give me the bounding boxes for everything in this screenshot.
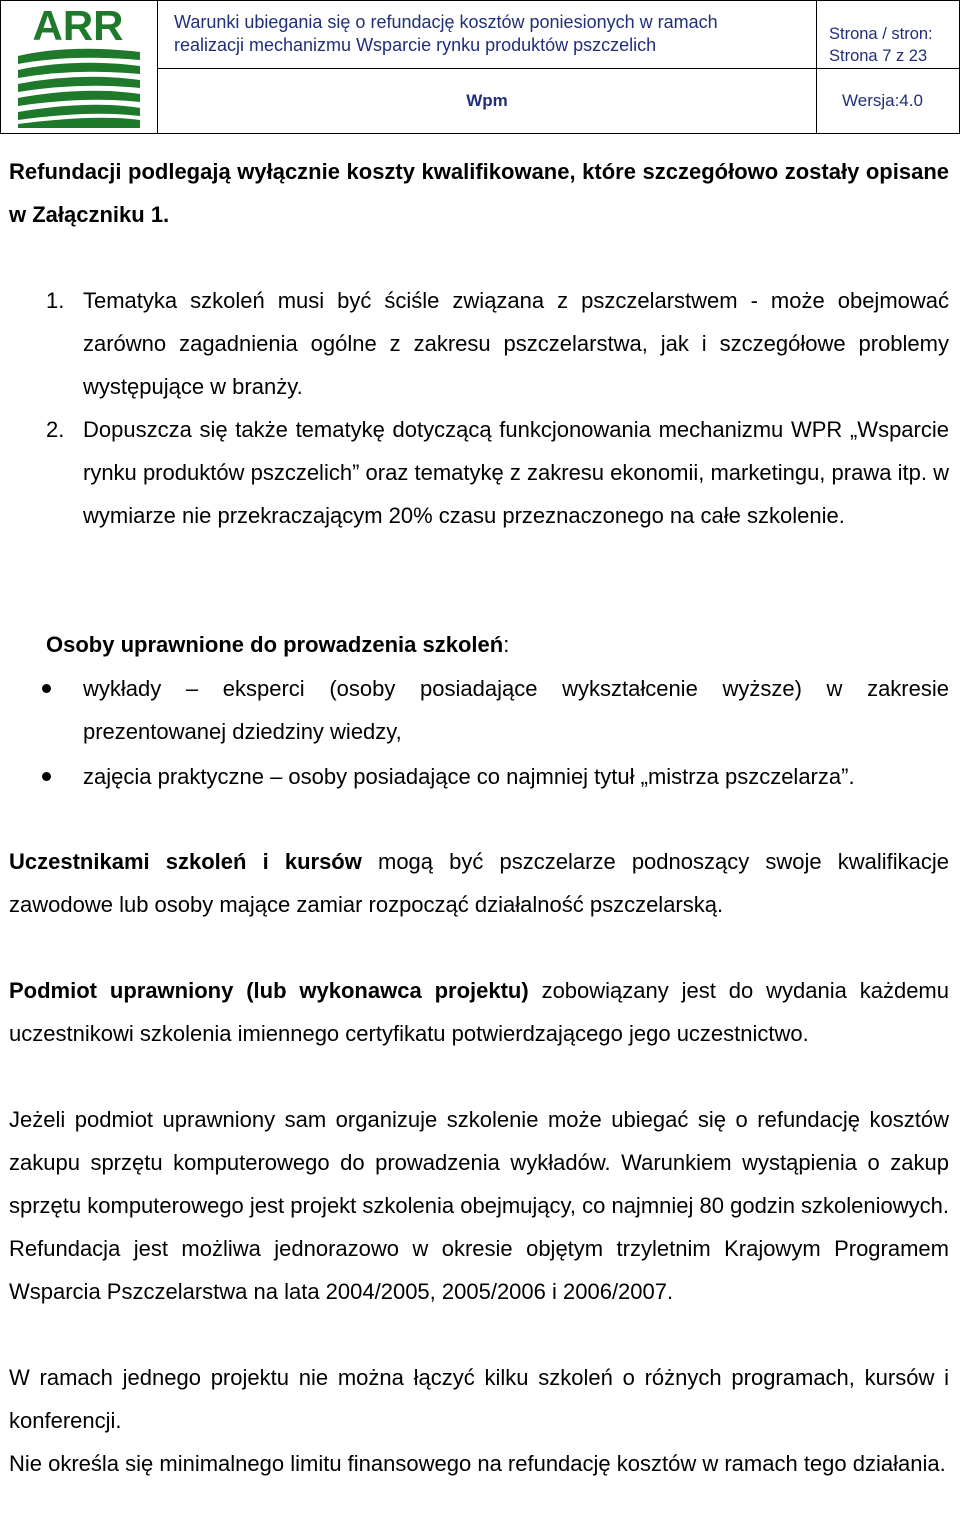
equipment-paragraph: Jeżeli podmiot uprawniony sam organizuje szkolenie może ubiegać się o refundację kosztów zakupu sprzętu komputerowego do prowadzenia wykładów. Warunkiem wystąpienia o zakup sprzętu komputerowego jest projekt szkolenia obejmujący, co najmniej 80 godzin szkoleniowych. Refundacja jest możliwa jednorazowo w okresie objętym trzyletnim Krajowym Programem Wsparcia Pszczelarstwa na lata 2004/2005, 2005/2006 i 2006/2007. <box>9 1107 949 1304</box>
logo-cell <box>0 0 157 134</box>
participants-paragraph <box>9 840 949 926</box>
persons-heading-text: Osoby uprawnione do prowadzenia szkoleń <box>46 632 504 657</box>
entity-text: zobowiązany jest do wydania każdemu uczestnikowi szkolenia imiennego certyfikatu potwierdzającego jego uczestnictwo. <box>9 978 949 1046</box>
document-header <box>0 0 960 134</box>
intro-paragraph: Refundacji podlegają wyłącznie koszty kwalifikowane, które szczegółowo zostały opisane w Załączniku 1. <box>9 159 949 227</box>
svg-text:ARR: ARR <box>32 2 124 49</box>
list-number-1: 1. <box>46 288 65 313</box>
page-label: Strona / stron: <box>829 25 933 43</box>
bullet-icon <box>42 772 51 781</box>
bullet-icon <box>42 684 51 693</box>
bullet-item-practical: zajęcia praktyczne – osoby posiadające co najmniej tytuł „mistrza pszczelarza”. <box>83 764 855 789</box>
entity-bold: Podmiot uprawniony (lub wykonawca projektu) <box>9 978 529 1003</box>
participants-bold: Uczestnikami szkoleń i kursów <box>9 849 362 874</box>
no-limit-paragraph: Nie określa się minimalnego limitu finansowego na refundację kosztów w ramach tego działania. <box>9 1451 946 1476</box>
page-number: Strona 7 z 23 <box>829 47 928 65</box>
document-code: Wpm <box>466 91 508 110</box>
bullet-item-lectures: wykłady – eksperci (osoby posiadające wykształcenie wyższe) w zakresie prezentowanej dziedziny wiedzy, <box>83 676 949 744</box>
page-info <box>817 0 960 68</box>
list-number-2: 2. <box>46 417 65 442</box>
document-title-line-2: realizacji mechanizmu Wsparcie rynku produktów pszczelich <box>174 35 657 55</box>
arr-logo-icon <box>0 0 157 134</box>
document-title-line-1: Warunki ubiegania się o refundację kosztów poniesionych w ramach <box>174 12 718 32</box>
persons-heading-colon: : <box>503 632 510 657</box>
persons-heading <box>46 623 946 666</box>
entity-paragraph <box>9 969 949 1055</box>
list-item-1: Tematyka szkoleń musi być ściśle związana z pszczelarstwem - może obejmować zarówno zagadnienia ogólne z zakresu pszczelarstwa, jak i szczegółowe problemy występujące w branży. <box>83 288 949 399</box>
document-version: Wersja:4.0 <box>842 91 923 110</box>
list-item-2: Dopuszcza się także tematykę dotyczącą funkcjonowania mechanizmu WPR „Wsparcie rynku produktów pszczelich” oraz tematykę z zakresu ekonomii, marketingu, prawa itp. w wymiarze nie przekraczającym 20% czasu przeznaczonego na całe szkolenie. <box>83 417 949 528</box>
participants-text: mogą być pszczelarze podnoszący swoje kwalifikacje zawodowe lub osoby mające zamiar rozpocząć działalność pszczelarską. <box>9 849 950 917</box>
single-project-paragraph: W ramach jednego projektu nie można łączyć kilku szkoleń o różnych programach, kursów i konferencji. <box>9 1365 949 1433</box>
document-title <box>158 0 816 68</box>
